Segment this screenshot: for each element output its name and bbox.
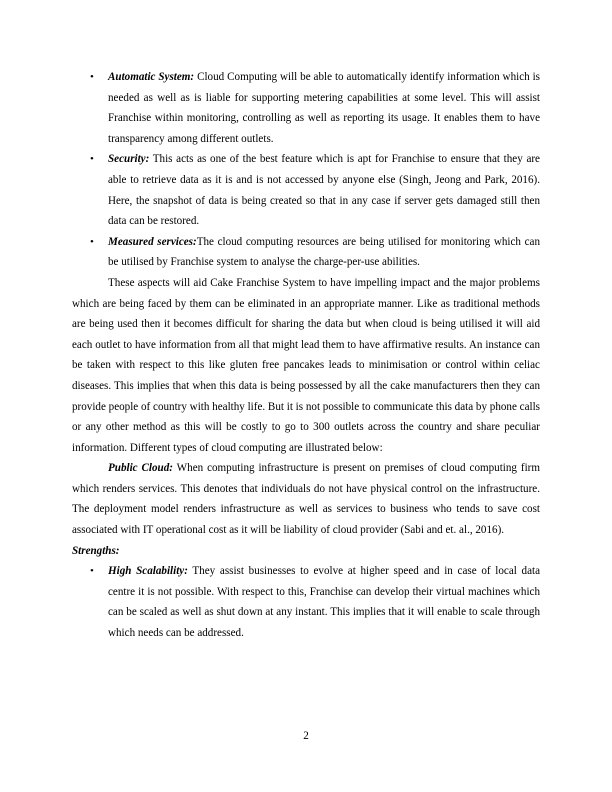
public-cloud-paragraph	[72, 458, 540, 540]
bullet-high-scalability	[72, 561, 540, 643]
bullet-lead: Security:	[108, 153, 150, 166]
body-paragraph: These aspects will aid Cake Franchise System to have impelling impact and the major problems which are being faced by them can be eliminated in an appropriate manner. Like as traditional methods are being used then it becomes difficult for sharing the data but when cloud is being utilised it will aid each outlet to have information from all that might lead them to have affirmative results. An instance can be taken with respect to this like gluten free pancakes leads to minimisation or control within celiac diseases. This implies that when this data is being possessed by all the cake manufacturers then they can provide people of country with healthy life. But it is not possible to communicate this data by phone calls or any other method as this will be costly to go to 300 outlets across the country and share peculiar information. Different types of cloud computing are illustrated below:	[72, 276, 541, 454]
strengths-bullet-list	[72, 561, 540, 643]
bullet-lead: Measured services:	[108, 235, 197, 248]
page-content	[72, 67, 540, 644]
bullet-security	[72, 149, 540, 231]
bullet-text: Cloud Computing will be able to automatically identify information which is needed as well as is liable for supporting metering capabilities at some level. This will assist Franchise within monitoring, controlling as well as reporting its usage. It enables them to have transparency among different outlets.	[108, 71, 540, 145]
bullet-icon: •	[90, 71, 94, 83]
page-number: 2	[303, 730, 309, 742]
bullet-icon: •	[90, 565, 94, 578]
bullet-text: They assist businesses to evolve at higher speed and in case of local data centre it is not possible. With respect to this, Franchise can develop their virtual machines which can be scaled as well as shut down at any instant. This implies that it will enable to scale through which needs can be addressed.	[108, 565, 541, 640]
bullet-lead: High Scalability:	[108, 565, 188, 578]
bullet-text: The cloud computing resources are being utilised for monitoring which can be utilised by Franchise system to analyse the charge-per-use abilities.	[108, 235, 540, 269]
public-cloud-text: When computing infrastructure is present on premises of cloud computing firm which renders services. This denotes that individuals do not have physical control on the infrastructure. The deployment model renders infrastructure as well as services to business who tends to save cost associated with IT operational cost as it will be liability of cloud provider (Sabi and et. al., 2016).	[72, 462, 541, 537]
bullet-automatic-system	[72, 67, 540, 149]
strengths-heading: Strengths:	[72, 544, 120, 557]
bullet-icon: •	[90, 235, 94, 248]
bullet-text: This acts as one of the best feature which is apt for Franchise to ensure that they are able to retrieve data as it is and is not accessed by anyone else (Singh, Jeong and Park, 2016). Here, the snapshot of data is being created so that in any case if server gets damaged still then data can be restored.	[108, 153, 540, 228]
bullet-lead: Automatic System:	[108, 71, 195, 83]
feature-bullet-list	[72, 67, 540, 273]
public-cloud-lead: Public Cloud:	[108, 462, 173, 475]
bullet-icon: •	[90, 153, 94, 166]
bullet-measured-services	[72, 232, 540, 273]
